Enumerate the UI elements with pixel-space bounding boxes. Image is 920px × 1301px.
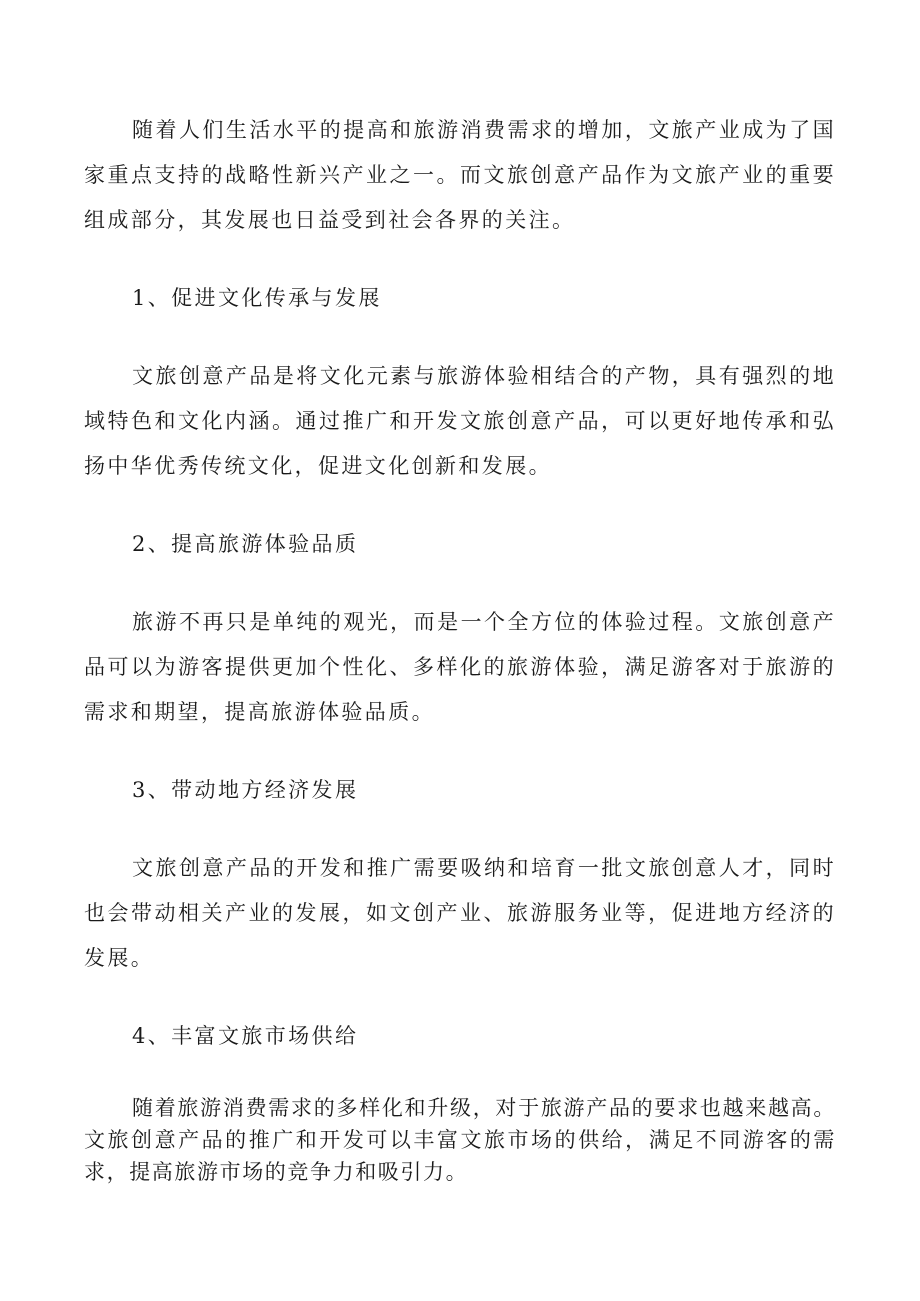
section-body-2: 旅游不再只是单纯的观光，而是一个全方位的体验过程。文旅创意产品可以为游客提供更加个性化、多样化的旅游体验，满足游客对于旅游的需求和期望，提高旅游体验品质。 bbox=[84, 610, 836, 724]
document-page bbox=[84, 108, 836, 1188]
section-body-4: 随着旅游消费需求的多样化和升级，对于旅游产品的要求也越来越高。文旅创意产品的推广和开发可以丰富文旅市场的供给，满足不同游客的需求，提高旅游市场的竞争力和吸引力。 bbox=[84, 1096, 836, 1184]
section-heading-1: 1、促进文化传承与发展 bbox=[132, 286, 382, 310]
section-heading-2: 2、提高旅游体验品质 bbox=[132, 532, 359, 556]
intro-paragraph: 随着人们生活水平的提高和旅游消费需求的增加，文旅产业成为了国家重点支持的战略性新兴产业之一。而文旅创意产品作为文旅产业的重要组成部分，其发展也日益受到社会各界的关注。 bbox=[84, 118, 836, 232]
section-body-3: 文旅创意产品的开发和推广需要吸纳和培育一批文旅创意人才，同时也会带动相关产业的发展，如文创产业、旅游服务业等，促进地方经济的发展。 bbox=[84, 856, 836, 970]
section-body-1: 文旅创意产品是将文化元素与旅游体验相结合的产物，具有强烈的地域特色和文化内涵。通过推广和开发文旅创意产品，可以更好地传承和弘扬中华优秀传统文化，促进文化创新和发展。 bbox=[84, 364, 836, 478]
section-heading-3: 3、带动地方经济发展 bbox=[132, 778, 359, 802]
section-heading-4: 4、丰富文旅市场供给 bbox=[132, 1024, 359, 1048]
